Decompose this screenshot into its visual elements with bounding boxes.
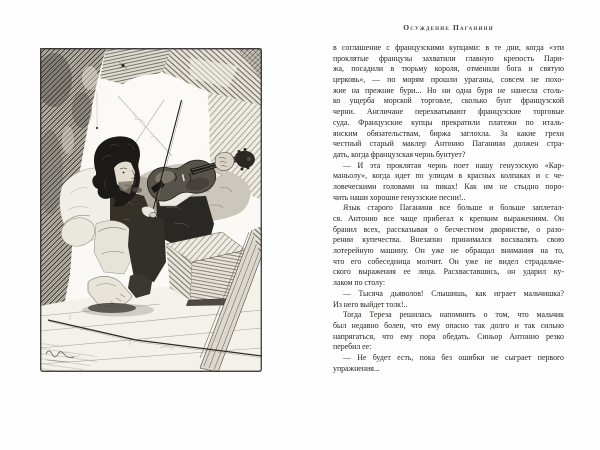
text-line: напрягаться, что ему пора обедать. Синьор Антонио резко bbox=[333, 331, 564, 341]
text-line: ко ущерба морской торговле, сколько бунт французской bbox=[333, 96, 564, 106]
text-line: был недавно болен, что ему опасно так долго и так сильно bbox=[333, 320, 564, 330]
text-line: что его собеседница молчит. Он уже не видел страдальче- bbox=[333, 256, 564, 266]
violinist-engraving-illustration bbox=[40, 48, 262, 372]
text-line: бранил всех, рассказывая о бесчестном дворянстве, о разо- bbox=[333, 224, 564, 234]
text-line: чить наши хорошие генуэзские песни!.. bbox=[333, 192, 466, 202]
text-line: черни. Англичане перехватывают французские торговые bbox=[333, 107, 564, 117]
text-line: жа, посадили в тюрьму короля, отменили бога и святую bbox=[333, 64, 564, 74]
running-head: Осуждение Паганини bbox=[403, 23, 494, 32]
text-line: — Не будет есть, пока без ошибки не сыграет первого bbox=[343, 352, 564, 362]
text-line: в соглашение с французскими купцами: в те дни, когда «эти bbox=[333, 43, 564, 52]
text-line: Язык старого Паганини все больше и больше заплетал- bbox=[343, 203, 564, 213]
text-line: Тогда Тереза решилась напомнить о том, что мальчик bbox=[343, 310, 564, 320]
text-line: суда. Французские купцы прекратили платежи по италь- bbox=[333, 117, 564, 127]
text-line: маньолу», когда идет по улицам в красных колпаках и с че- bbox=[333, 171, 564, 181]
text-line: — И эта проклятая чернь поет нашу генуэзскую «Кар- bbox=[343, 160, 564, 170]
text-line: ся. Антонио все чаще прибегал к крепким выражениям. Он bbox=[333, 214, 564, 223]
text-line: рении купечества. Внезапно принимался восхвалять свою bbox=[333, 235, 564, 245]
text-line: янским обязательствам, биржа заглохла. За какие грехи bbox=[333, 128, 564, 138]
page-text bbox=[333, 43, 564, 374]
text-line: упражнения... bbox=[333, 363, 380, 373]
left-page-illustration bbox=[40, 48, 262, 372]
text-line: ловеческими головами на пиках! Как им не стыдно поро- bbox=[333, 181, 564, 191]
text-line: лотерейную машину. Он уже не обращал внимания на то, bbox=[333, 246, 564, 256]
text-line: дать, когда французская чернь бунтует? bbox=[333, 149, 466, 159]
right-page bbox=[333, 24, 564, 374]
text-line: — Тысяча дьяволов! Слышишь, как играет мальчишка? bbox=[343, 288, 564, 298]
text-line: церковь», — по морям прошли ураганы, совсем не похо- bbox=[333, 75, 564, 85]
text-line: проклятые французы захватили главную крепость Пари- bbox=[333, 53, 564, 63]
text-line: ского выражения ее лица. Расхваставшись, он ударил ку- bbox=[333, 267, 564, 277]
text-line: перебил ее: bbox=[333, 342, 372, 352]
text-line: Из него выйдет толк!.. bbox=[333, 299, 408, 309]
text-line: честный старый маклер Антонио Паганини должен стра- bbox=[333, 139, 564, 149]
text-line: лаком по столу: bbox=[333, 278, 386, 288]
text-line: жие на прежние бури... Но ни одна буря не нанесла столь- bbox=[333, 85, 564, 95]
